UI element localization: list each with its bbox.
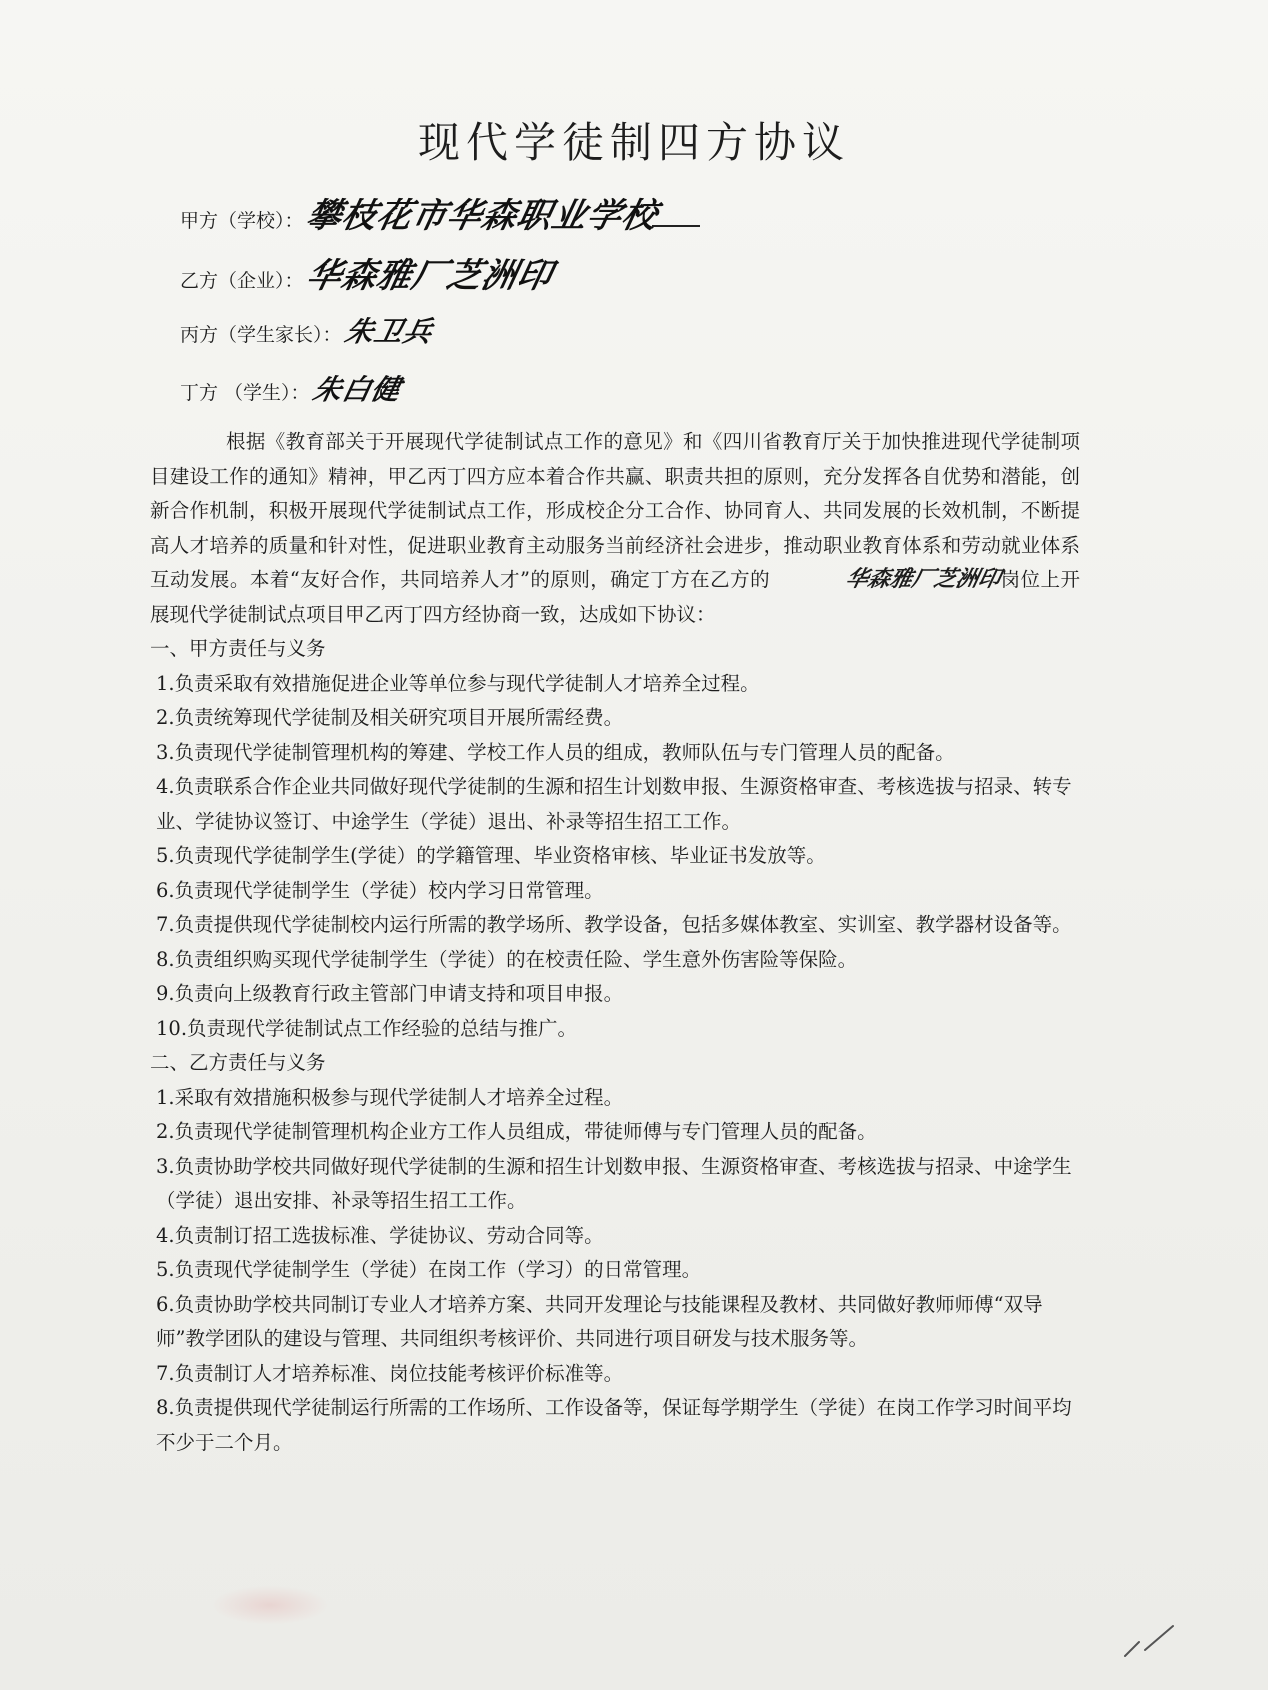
section-2-heading: 二、乙方责任与义务 [150, 1051, 326, 1074]
intro-text-before: 根据《教育部关于开展现代学徒制试点工作的意见》和《四川省教育厅关于加快推进现代学徒制项目建设工作的通知》精神，甲乙丙丁四方应本着合作共赢、职责共担的原则，充分发挥各自优势和潜能，创新合作机制，积极开展现代学徒制试点工作，形成校企分工合作、协同育人、共同发展的长效机制，不断提高人才培养的质量和针对性，促进职业教育主动服务当前经济社会进步，推动职业教育体系和劳动就业体系互动发展。本着“友好合作，共同培养人才”的原则，确定丁方在乙方的 [150, 430, 1080, 591]
section-2-item: 3.负责协助学校共同做好现代学徒制的生源和招生计划数申报、生源资格审查、考核选拔与招录、中途学生（学徒）退出安排、补录等招生招工工作。 [156, 1154, 1072, 1212]
party-b [180, 248, 557, 297]
section-1-item: 7.负责提供现代学徒制校内运行所需的教学场所、教学设备，包括多媒体教室、实训室、教学器材设备等。 [156, 913, 1072, 936]
party-c-label: 丙方（学生家长）： [180, 324, 342, 346]
section-1-item: 3.负责现代学徒制管理机构的筹建、学校工作人员的组成，教师队伍与专门管理人员的配备。 [156, 740, 955, 764]
party-d-signature: 朱白健 [309, 373, 404, 406]
intro-text-after: 岗位上开展现代学徒制试点项目甲乙丙丁四方经协商一致，达成如下协议： [150, 568, 1080, 626]
section-2-item: 5.负责现代学徒制学生（学徒）在岗工作（学习）的日常管理。 [156, 1258, 702, 1281]
document-title: 现代学徒制四方协议 [417, 118, 850, 167]
party-b-signature: 华森雅厂芝洲印 [302, 256, 557, 296]
section-2-item: 6.负责协助学校共同制订专业人才培养方案、共同开发理论与技能课程及教材、共同做好教师师傅“双导师”教学团队的建设与管理、共同组织考核评价、共同进行项目研发与技术服务等。 [156, 1292, 1043, 1350]
section-1-item: 9.负责向上级教育行政主管部门申请支持和项目申报。 [156, 982, 624, 1005]
section-1-item: 8.负责组织购买现代学徒制学生（学徒）的在校责任险、学生意外伤害险等保险。 [156, 947, 858, 971]
section-1-item: 1.负责采取有效措施促进企业等单位参与现代学徒制人才培养全过程。 [156, 671, 760, 695]
intro-signature: 华森雅厂芝洲印 [843, 567, 1003, 592]
section-1-item: 10.负责现代学徒制试点工作经验的总结与推广。 [156, 1016, 578, 1040]
signature-underline [652, 225, 700, 227]
section-1-item: 6.负责现代学徒制学生（学徒）校内学习日常管理。 [156, 878, 604, 902]
agreement-body [150, 425, 1080, 1460]
section-2-item: 2.负责现代学徒制管理机构企业方工作人员组成，带徒师傅与专门管理人员的配备。 [156, 1120, 877, 1143]
party-b-label: 乙方（企业）： [180, 270, 304, 292]
party-d-label: 丁方 （学生）： [180, 382, 310, 404]
section-2-item: 8.负责提供现代学徒制运行所需的工作场所、工作设备等，保证每学期学生（学徒）在岗工作学习时间平均不少于二个月。 [156, 1396, 1072, 1454]
section-2-item: 4.负责制订招工选拔标准、学徒协议、劳动合同等。 [156, 1223, 604, 1247]
party-a-label: 甲方（学校）： [180, 210, 304, 232]
party-d [180, 368, 404, 408]
section-2-item: 7.负责制订人才培养标准、岗位技能考核评价标准等。 [156, 1361, 624, 1385]
pen-mark-icon [1115, 1620, 1185, 1660]
intro-paragraph [150, 425, 1080, 632]
section-1-item: 4.负责联系合作企业共同做好现代学徒制的生源和招生计划数申报、生源资格审查、考核选拔与招录、转专业、学徒协议签订、中途学生（学徒）退出、补录等招生招工工作。 [156, 775, 1072, 833]
section-2-item: 1.采取有效措施积极参与现代学徒制人才培养全过程。 [156, 1085, 624, 1109]
party-a-signature: 攀枝花市华森职业学校 [302, 196, 662, 236]
party-a [180, 188, 700, 237]
section-1-heading: 一、甲方责任与义务 [150, 637, 326, 660]
ink-stain [210, 1585, 330, 1625]
section-1-item: 2.负责统筹现代学徒制及相关研究项目开展所需经费。 [156, 706, 624, 729]
party-c [180, 310, 436, 350]
party-c-signature: 朱卫兵 [341, 315, 436, 348]
section-1-item: 5.负责现代学徒制学生(学徒）的学籍管理、毕业资格审核、毕业证书发放等。 [156, 844, 826, 867]
